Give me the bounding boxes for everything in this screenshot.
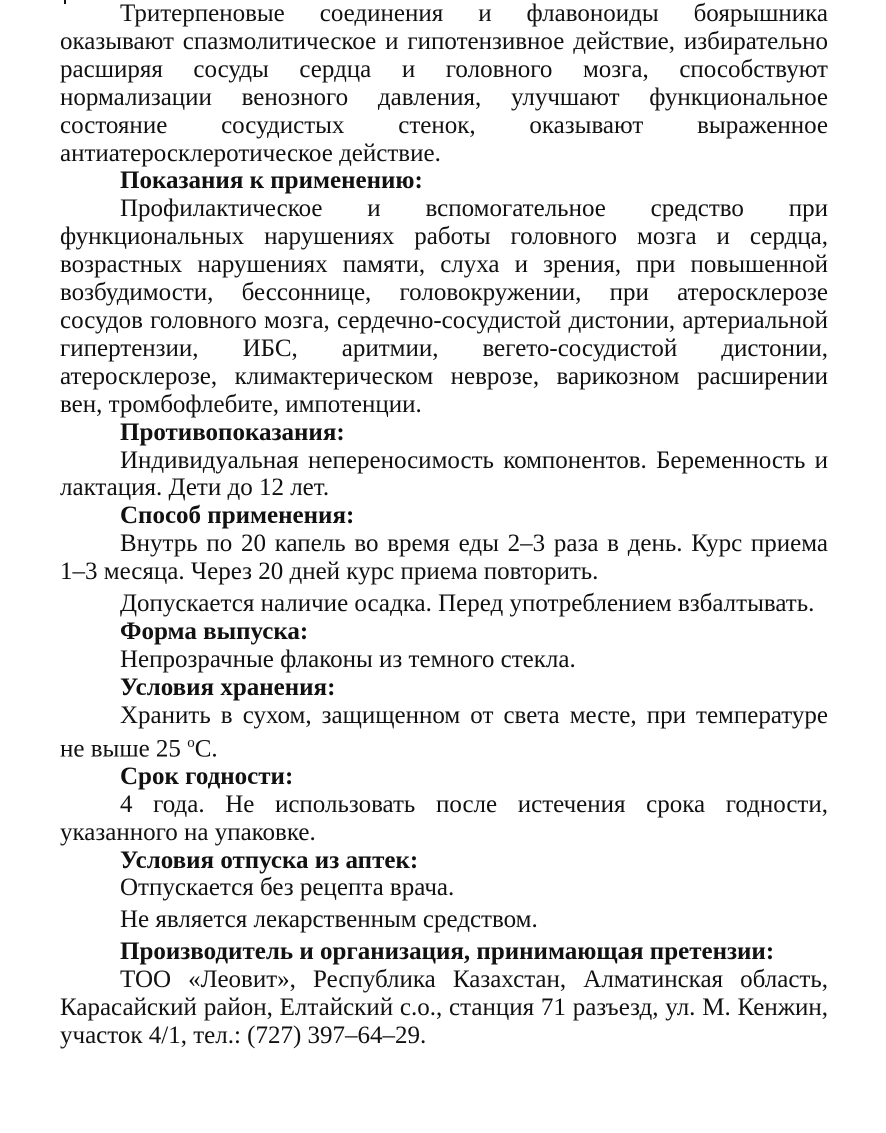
instruction-leaflet-page <box>60 0 828 1050</box>
dispensing-text-not-drug: Не является лекарственным средством. <box>120 906 538 934</box>
storage-text-end: С. <box>194 734 218 762</box>
dispensing-heading: Условия отпуска из аптек: <box>120 846 419 874</box>
indications-heading: Показания к применению: <box>120 167 423 195</box>
storage-text-main: Хранить в сухом, защищенном от света месте, при температуре не выше 25 <box>60 701 828 762</box>
manufacturer-text: ТОО «Леовит», Республика Казахстан, Алматинская область, Карасайский район, Елтайский с.о., станция 71 разъезд, ул. М. Кенжин, участок 4/1, тел.: (727) 397–64–29. <box>60 966 828 1049</box>
form-text: Непрозрачные флаконы из темного стекла. <box>120 645 576 673</box>
intro-paragraph: Тритерпеновые соединения и флавоноиды боярышника оказывают спазмолитическое и гипотензивное действие, избирательно расширяя сосуды сердца и головного мозга, способствуют нормализации венозного давления, улучшают функциональное состояние сосудистых стенок, оказывают выраженное антиатеросклеротическое действие. <box>60 0 828 167</box>
usage-heading: Способ применения: <box>120 502 355 530</box>
storage-degree-mark: о <box>187 734 195 751</box>
usage-text: Внутрь по 20 капель во время еды 2–3 раза в день. Курс приема 1–3 месяца. Через 20 дней курс приема повторить. <box>60 530 828 586</box>
shelf-life-text: 4 года. Не использовать после истечения срока годности, указанного на упаковке. <box>60 790 828 846</box>
contraindications-heading: Противопоказания: <box>120 418 345 446</box>
manufacturer-heading: Производитель и организация, принимающая претензии: <box>120 938 775 966</box>
contraindications-text: Индивидуальная непереносимость компонентов. Беременность и лактация. Дети до 12 лет. <box>60 446 828 502</box>
shelf-life-heading: Срок годности: <box>120 762 294 790</box>
form-heading: Форма выпуска: <box>120 617 309 645</box>
indications-text: Профилактическое и вспомогательное средство при функциональных нарушениях работы головного мозга и сердца, возрастных нарушениях памяти, слуха и зрения, при повышенной возбудимости, бессоннице, головокружении, при атеросклерозе сосудов головного мозга, сердечно-сосудистой дистонии, артериальной гипертензии, ИБС, аритмии, вегето-сосудистой дистонии, атеросклерозе, климактерическом неврозе, варикозном расширении вен, тромбофлебите, импотенции. <box>60 195 828 418</box>
storage-text <box>60 702 828 763</box>
storage-heading: Условия хранения: <box>120 673 336 701</box>
usage-text-sediment: Допускается наличие осадка. Перед употреблением взбалтывать. <box>120 590 815 618</box>
dispensing-text: Отпускается без рецепта врача. <box>120 874 455 902</box>
